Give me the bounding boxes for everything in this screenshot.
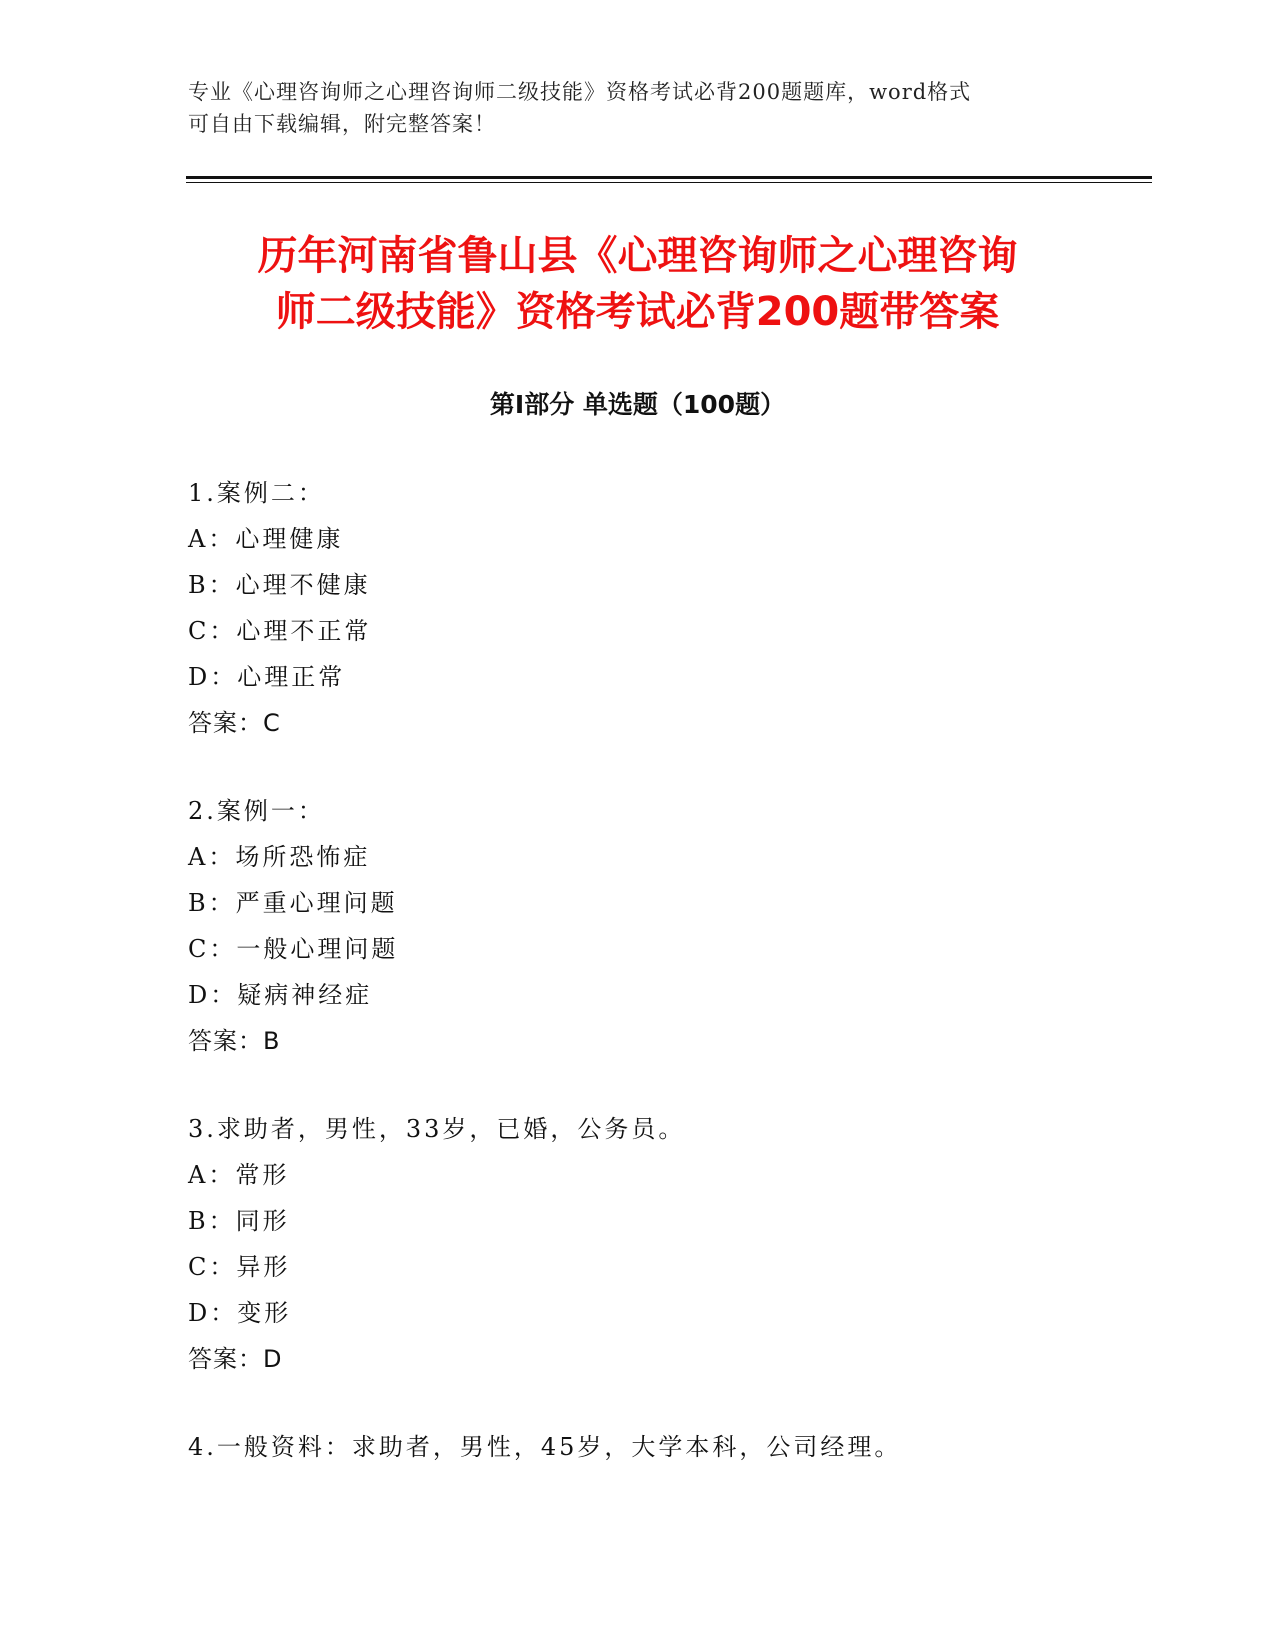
question-item bbox=[188, 1424, 1148, 1470]
question-option-a: A：场所恐怖症 bbox=[188, 843, 371, 871]
section-heading: 第Ⅰ部分 单选题（100题） bbox=[489, 390, 786, 419]
question-option-d: D：心理正常 bbox=[188, 663, 346, 691]
question-option-a: A：常形 bbox=[188, 1161, 290, 1189]
question-stem: 1.案例二： bbox=[188, 479, 325, 507]
question-answer: 答案：C bbox=[188, 709, 281, 737]
document-header-note bbox=[188, 76, 1068, 140]
question-option-d: D：疑病神经症 bbox=[188, 981, 373, 1009]
document-title-line-2: 师二级技能》资格考试必背200题带答案 bbox=[275, 289, 1000, 335]
question-option-d: D：变形 bbox=[188, 1299, 292, 1327]
header-note-line-1: 专业《心理咨询师之心理咨询师二级技能》资格考试必背200题题库，word格式 bbox=[188, 80, 972, 104]
question-item bbox=[188, 1106, 1148, 1382]
question-answer: 答案：B bbox=[188, 1027, 281, 1055]
header-note-line-2: 可自由下载编辑，附完整答案！ bbox=[188, 112, 496, 136]
question-option-b: B：心理不健康 bbox=[188, 571, 371, 599]
question-stem: 3.求助者，男性，33岁，已婚，公务员。 bbox=[188, 1115, 686, 1143]
question-option-b: B：同形 bbox=[188, 1207, 290, 1235]
question-option-b: B：严重心理问题 bbox=[188, 889, 398, 917]
question-stem: 2.案例一： bbox=[188, 797, 325, 825]
document-title bbox=[150, 228, 1125, 340]
question-option-c: C：心理不正常 bbox=[188, 617, 372, 645]
question-item bbox=[188, 788, 1148, 1064]
question-item bbox=[188, 470, 1148, 746]
header-divider-thin bbox=[186, 182, 1152, 183]
header-divider-thick bbox=[186, 176, 1152, 179]
document-title-line-1: 历年河南省鲁山县《心理咨询师之心理咨询 bbox=[257, 233, 1018, 279]
question-option-c: C：一般心理问题 bbox=[188, 935, 399, 963]
question-answer: 答案：D bbox=[188, 1345, 283, 1373]
question-option-a: A：心理健康 bbox=[188, 525, 344, 553]
question-stem: 4.一般资料：求助者，男性，45岁，大学本科，公司经理。 bbox=[188, 1433, 902, 1461]
question-option-c: C：异形 bbox=[188, 1253, 291, 1281]
